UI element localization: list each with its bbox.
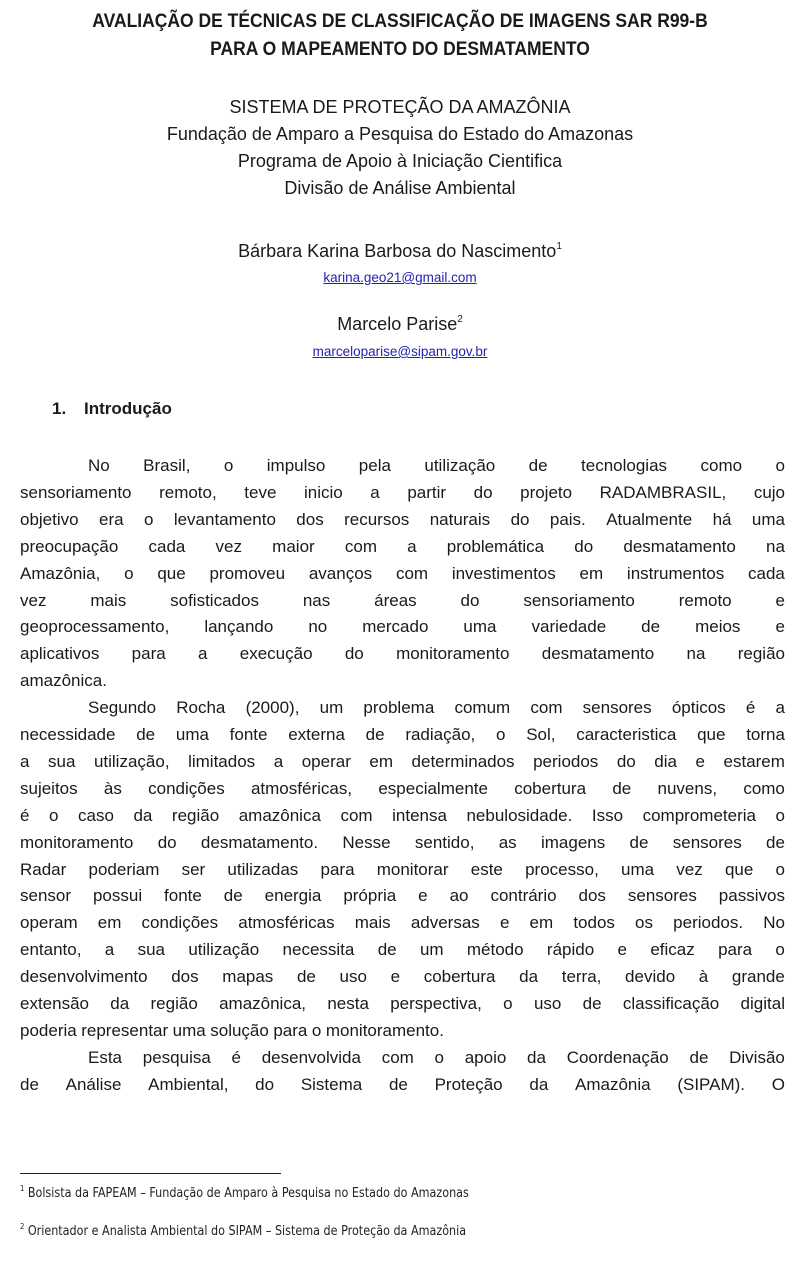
body-word: de [641, 617, 661, 637]
body-word: Brasil, [143, 456, 191, 475]
paper-title-line-1: AVALIAÇÃO DE TÉCNICAS DE CLASSIFICAÇÃO DE IMAGENS SAR R99-B [92, 10, 708, 32]
footnote-2-text: Orientador e Analista Ambiental do SIPAM – Sistema de Proteção da Amazônia [27, 1224, 467, 1239]
body-word: do [510, 509, 530, 529]
body-word: de [766, 832, 785, 852]
body-word: a [20, 751, 30, 771]
body-word: amazônica, [219, 994, 307, 1013]
body-word: sentido, [414, 832, 475, 852]
institution-program: Programa de Apoio à Iniciação Cientifica [237, 151, 563, 171]
body-word: própria [343, 886, 397, 906]
body-line [20, 939, 785, 961]
body-line [20, 751, 785, 773]
body-word: o [775, 805, 785, 825]
body-word: o [223, 456, 234, 475]
body-word: energia [264, 886, 322, 906]
body-word: mapas [222, 967, 274, 987]
body-word: de [629, 832, 649, 852]
body-line [20, 912, 785, 934]
body-word: como [743, 778, 785, 798]
body-word: naturais [429, 509, 491, 529]
body-line [20, 482, 785, 504]
body-word: com [344, 536, 377, 556]
body-word: uma [175, 725, 209, 744]
body-word: Nesse [342, 832, 391, 852]
body-word: eficaz [650, 940, 695, 960]
body-line [20, 616, 785, 638]
body-line [20, 563, 785, 585]
author-2-email-link[interactable]: marceloparise@sipam.gov.br [312, 344, 488, 359]
body-word: é [231, 1047, 241, 1067]
body-word: atmosféricas, [250, 778, 353, 798]
body-word: poderia [20, 1020, 77, 1040]
body-word: uma [751, 509, 785, 529]
body-word: Segundo [88, 698, 157, 718]
body-word: extensão [20, 994, 89, 1013]
body-word: sensores [672, 832, 742, 852]
body-word: necessita [282, 940, 355, 960]
body-word: para [273, 1020, 308, 1040]
body-word: região [171, 805, 220, 825]
body-word: o [311, 1020, 322, 1040]
body-word: Sistema [300, 1074, 363, 1094]
body-word: a [407, 536, 417, 556]
body-word: dos [578, 886, 606, 906]
body-word: o [775, 940, 785, 960]
body-word: do [460, 590, 480, 610]
body-word: para [718, 940, 753, 960]
body-word: de [388, 1074, 408, 1094]
body-word: adversas [410, 913, 480, 933]
body-word: no [308, 617, 328, 637]
body-word: necessidade [20, 725, 116, 744]
body-word: monitoramento. [325, 1020, 444, 1040]
body-word: ópticos [671, 698, 726, 718]
body-word: classificação [622, 994, 720, 1013]
body-word: com [381, 1047, 414, 1067]
body-word: para [131, 644, 166, 664]
body-word: determinados [411, 751, 515, 771]
body-word: monitorar [376, 859, 449, 879]
body-word: uso [339, 967, 367, 987]
body-word: dos [296, 509, 324, 529]
body-word: utilização [424, 456, 496, 475]
body-word: externa [288, 725, 345, 744]
body-word: amazônica [238, 805, 321, 825]
body-word: grande [731, 967, 785, 987]
body-word: cobertura [423, 967, 496, 987]
body-word: objetivo [20, 509, 79, 529]
body-word: O [771, 1074, 785, 1094]
body-word: perspectiva, [390, 994, 482, 1013]
body-word: desenvolvimento [20, 967, 148, 987]
body-word: devido [625, 967, 676, 987]
author-1-footnote-mark: 1 [556, 241, 562, 252]
body-word: pesquisa [142, 1047, 211, 1067]
body-word: método [466, 940, 524, 960]
body-word: uma [172, 1020, 206, 1040]
body-word: apoio [464, 1047, 507, 1067]
body-word: Amazônia [575, 1074, 651, 1094]
body-line [20, 536, 785, 558]
body-line [20, 643, 785, 665]
body-word: lançando [204, 617, 274, 637]
body-word: ao [449, 886, 469, 906]
body-word: que [724, 859, 754, 879]
body-word: em [97, 913, 122, 933]
body-word: áreas [374, 590, 417, 610]
body-word: a [370, 482, 380, 502]
body-word: à [698, 967, 709, 987]
body-word: o [49, 805, 59, 825]
body-line [20, 590, 785, 612]
body-word: sensores [627, 886, 697, 906]
body-word: mercado [362, 617, 429, 637]
body-word: caracteristica [576, 725, 677, 744]
body-word: condições [148, 778, 225, 798]
body-word: a [775, 698, 785, 718]
body-word: execução [239, 644, 313, 664]
body-line [20, 832, 785, 854]
body-word: sofisticados [170, 590, 259, 610]
body-line [20, 670, 785, 692]
body-word: nesta [327, 994, 369, 1013]
body-word: Isso [591, 805, 624, 825]
body-word: sua [48, 751, 76, 771]
body-word: da [529, 1074, 549, 1094]
body-word: como [700, 456, 743, 475]
body-word: solução [210, 1020, 269, 1040]
body-word: sensoriamento [523, 590, 635, 610]
body-word: desmatamento. [200, 832, 319, 852]
body-word: Amazônia, [20, 563, 101, 583]
body-word: vez [215, 536, 242, 556]
body-word: periodos. [673, 913, 744, 933]
body-word: maior [272, 536, 315, 556]
institution-foundation: Fundação de Amparo a Pesquisa do Estado do Amazonas [166, 124, 634, 144]
body-word: estarem [723, 751, 785, 771]
body-word: pais. [549, 509, 586, 529]
author-1-name: Bárbara Karina Barbosa do Nascimento [238, 241, 557, 261]
body-word: do [255, 1074, 275, 1094]
footnote-1 [20, 1186, 469, 1201]
body-word: há [712, 509, 732, 529]
body-word: do [157, 832, 177, 852]
footnote-2-mark: 2 [20, 1222, 25, 1231]
body-word: dos [171, 967, 199, 987]
body-word: Coordenação [566, 1047, 669, 1067]
footnote-divider [20, 1173, 281, 1174]
body-word: é [745, 698, 756, 718]
body-word: radiação, [405, 725, 476, 744]
body-line [88, 697, 785, 719]
institution-system: SISTEMA DE PROTEÇÃO DA AMAZÔNIA [229, 97, 571, 117]
body-line [20, 778, 785, 800]
body-word: do [616, 751, 636, 771]
section-heading [52, 399, 172, 419]
body-word: Ambiental, [148, 1074, 229, 1094]
author-1 [0, 241, 800, 262]
body-word: Divisão [729, 1047, 785, 1067]
body-word: projeto [520, 482, 573, 502]
body-word: do [473, 482, 493, 502]
body-word: atmosféricas [238, 913, 335, 933]
body-word: sensor [20, 886, 72, 906]
body-word: No [88, 456, 110, 475]
body-word: era [99, 509, 124, 529]
body-word: operar [301, 751, 351, 771]
body-word: vez [676, 859, 703, 879]
body-word: em [369, 751, 394, 771]
body-word: especialmente [378, 778, 488, 798]
body-word: este [470, 859, 503, 879]
body-word: representar [81, 1020, 169, 1040]
body-word: dia [654, 751, 677, 771]
body-word: da [527, 1047, 546, 1067]
body-word: sujeitos [20, 778, 78, 798]
body-word: desenvolvida [261, 1047, 361, 1067]
body-word: em [529, 913, 554, 933]
body-word: No [763, 913, 785, 933]
body-word: pela [358, 456, 391, 475]
body-word: nuvens, [657, 778, 718, 798]
body-word: os [635, 913, 654, 933]
body-word: impulso [266, 456, 326, 475]
body-word: na [686, 644, 706, 664]
body-word: cobertura [514, 778, 587, 798]
body-word: de [582, 994, 602, 1013]
body-word: de [20, 1074, 39, 1094]
body-line [20, 1020, 785, 1042]
body-word: e [499, 913, 510, 933]
body-word: operam [20, 913, 78, 933]
footnote-1-text: Bolsista da FAPEAM – Fundação de Amparo à Pesquisa no Estado do Amazonas [27, 1186, 469, 1201]
author-2-email-row [0, 343, 800, 361]
body-word: levantamento [173, 509, 276, 529]
body-word: tecnologias [581, 456, 668, 475]
body-word: e [775, 590, 785, 610]
footnote-1-mark: 1 [20, 1184, 25, 1193]
body-word: digital [740, 994, 785, 1013]
body-word: passivos [718, 886, 785, 906]
body-word: comum [454, 698, 511, 718]
body-word: e [390, 967, 401, 987]
body-word: Sol, [526, 725, 556, 744]
body-word: que [697, 725, 726, 744]
body-word: de [612, 778, 632, 798]
body-word: variedade [531, 617, 607, 637]
body-word: nebulosidade. [466, 805, 573, 825]
body-word: em [579, 563, 604, 583]
body-word: poderiam [88, 859, 160, 879]
body-word: o [124, 563, 134, 583]
body-word: inicio [303, 482, 343, 502]
body-word: recursos [344, 509, 410, 529]
body-word: aplicativos [20, 644, 100, 664]
body-word: avanços [308, 563, 373, 583]
body-line [20, 509, 785, 531]
body-word: e [775, 617, 785, 637]
body-word: Atualmente [606, 509, 693, 529]
body-word: o [775, 859, 785, 879]
body-word: com [340, 805, 373, 825]
body-word: um [319, 698, 344, 718]
body-word: imagens [540, 832, 606, 852]
body-word: sua [137, 940, 165, 960]
body-word: Radar [20, 859, 67, 879]
body-word: do [574, 536, 594, 556]
body-word: sensoriamento [20, 482, 132, 502]
body-word: o [503, 994, 513, 1013]
author-1-email-link[interactable]: karina.geo21@gmail.com [323, 270, 477, 285]
body-word: RADAMBRASIL, [599, 482, 727, 502]
body-word: geoprocessamento, [20, 617, 170, 637]
body-word: a [198, 644, 208, 664]
body-word: (2000), [245, 698, 300, 718]
body-word: Rocha [176, 698, 226, 718]
body-word: é [20, 805, 30, 825]
body-word: com [530, 698, 563, 718]
body-word: limitados [188, 751, 256, 771]
body-word: comprometeria [642, 805, 756, 825]
body-word: da [133, 805, 153, 825]
body-word: remoto, [159, 482, 217, 502]
section-number: 1. [52, 399, 67, 418]
body-word: e [695, 751, 705, 771]
body-word: instrumentos [626, 563, 725, 583]
author-2-footnote-mark: 2 [457, 314, 463, 325]
body-line [20, 993, 785, 1015]
body-word: o [143, 509, 154, 529]
body-word: promoveu [209, 563, 286, 583]
author-1-email-row [0, 269, 800, 287]
body-word: de [377, 940, 397, 960]
body-word: de [528, 456, 548, 475]
body-line [20, 805, 785, 827]
body-word: utilização [188, 940, 260, 960]
body-word: de [365, 725, 385, 744]
author-2-name: Marcelo Parise [337, 314, 458, 334]
paper-title-line-2: PARA O MAPEAMENTO DO DESMATAMENTO [210, 38, 590, 60]
body-word: mais [354, 913, 391, 933]
body-word: entanto, [20, 940, 82, 960]
body-word: investimentos [451, 563, 556, 583]
body-line [88, 1047, 785, 1069]
body-line [20, 859, 785, 881]
body-word: o [495, 725, 506, 744]
body-line [20, 885, 785, 907]
body-word: de [136, 725, 156, 744]
body-word: região [150, 994, 198, 1013]
body-word: com [395, 563, 429, 583]
body-word: teve [244, 482, 277, 502]
body-word: Esta [88, 1047, 123, 1067]
body-word: que [157, 563, 186, 583]
body-word: de [223, 886, 243, 906]
body-word: nas [302, 590, 331, 610]
body-line [20, 1074, 785, 1096]
body-word: um [419, 940, 444, 960]
body-word: da [519, 967, 539, 987]
body-word: caso [78, 805, 114, 825]
body-word: de [689, 1047, 709, 1067]
body-word: monitoramento [20, 832, 134, 852]
body-word: de [296, 967, 316, 987]
body-word: cada [748, 563, 785, 583]
body-word: Proteção [434, 1074, 503, 1094]
body-word: contrário [490, 886, 557, 906]
body-word: às [103, 778, 122, 798]
body-word: fonte [229, 725, 268, 744]
body-word: partir [407, 482, 447, 502]
body-word: a [273, 751, 284, 771]
body-word: região [737, 644, 785, 664]
footnote-2 [20, 1224, 466, 1239]
body-word: intensa [392, 805, 447, 825]
body-word: as [498, 832, 517, 852]
body-word: terra, [561, 967, 602, 987]
body-word: cada [148, 536, 186, 556]
body-word: utilizadas [227, 859, 299, 879]
body-word: remoto [678, 590, 732, 610]
body-line [20, 724, 785, 746]
institution-division: Divisão de Análise Ambiental [284, 178, 516, 198]
body-word: ser [181, 859, 206, 879]
body-word: meios [695, 617, 741, 637]
body-word: para [320, 859, 355, 879]
body-word: problemática [446, 536, 545, 556]
section-title: Introdução [84, 399, 172, 418]
body-word: uma [463, 617, 497, 637]
body-word: monitoramento [396, 644, 510, 664]
body-word: a [104, 940, 115, 960]
body-word: e [617, 940, 627, 960]
body-word: Análise [65, 1074, 122, 1094]
body-word: da [110, 994, 130, 1013]
body-word: desmatamento [541, 644, 655, 664]
body-word: desmatamento [623, 536, 736, 556]
body-line [20, 966, 785, 988]
body-word: o [434, 1047, 444, 1067]
author-2 [0, 314, 800, 335]
body-word: problema [363, 698, 435, 718]
body-word: do [344, 644, 364, 664]
body-word: preocupação [20, 536, 119, 556]
body-word: rápido [546, 940, 595, 960]
body-word: todos [573, 913, 615, 933]
body-word: amazônica. [20, 671, 107, 691]
body-word: fonte [164, 886, 202, 906]
body-word: cujo [753, 482, 785, 502]
body-word: uso [533, 994, 562, 1013]
body-word: utilização, [93, 751, 170, 771]
body-word: (SIPAM). [677, 1074, 746, 1094]
body-word: sensores [582, 698, 652, 718]
body-word: condições [141, 913, 219, 933]
body-word: torna [746, 725, 785, 744]
body-word: possui [92, 886, 143, 906]
body-word: uma [621, 859, 655, 879]
body-line [88, 455, 785, 477]
body-word: processo, [525, 859, 599, 879]
body-word: mais [90, 590, 127, 610]
body-word: vez [20, 590, 47, 610]
body-word: periodos [533, 751, 599, 771]
body-word: e [418, 886, 428, 906]
body-word: o [775, 456, 785, 475]
body-word: na [766, 536, 785, 556]
